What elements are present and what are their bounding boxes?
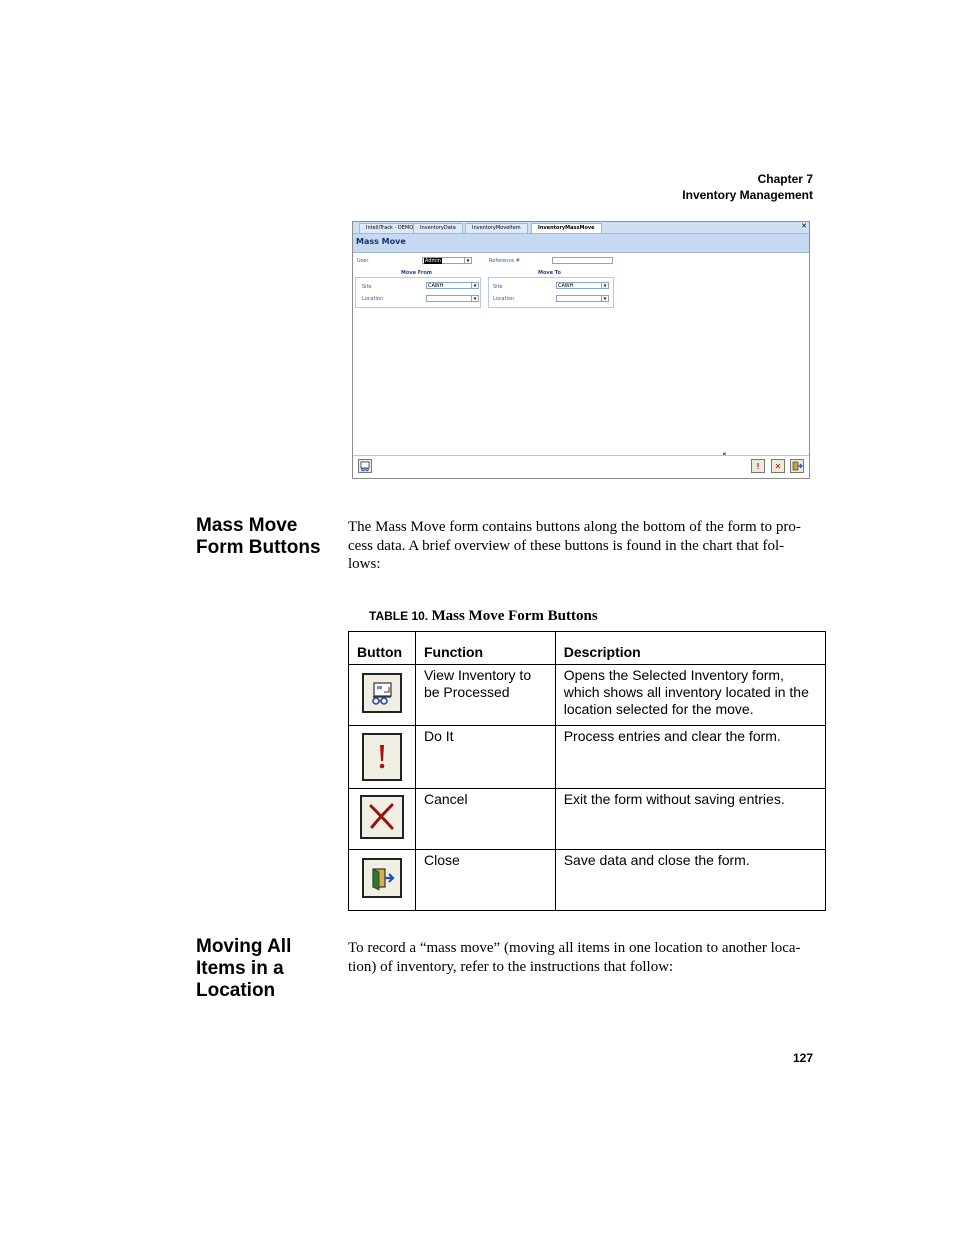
heading-line: Items in a (196, 958, 284, 979)
tab-inventory-data[interactable]: InventoryData (413, 223, 463, 233)
description-cell: Opens the Selected Inventory form, which shows all inventory located in the location selected for the move. (555, 665, 825, 726)
chevron-down-icon[interactable]: ▼ (601, 283, 608, 288)
function-cell: Cancel (415, 789, 555, 850)
button-cell (349, 789, 416, 850)
view-inventory-button[interactable] (358, 459, 372, 473)
reference-input[interactable] (552, 257, 613, 264)
view-inventory-button-image (362, 673, 402, 713)
close-button-image (362, 858, 402, 898)
mass-move-screenshot (352, 221, 810, 479)
section2-paragraph (348, 939, 828, 976)
to-site-select[interactable] (556, 282, 609, 289)
from-site-label: Site (362, 284, 372, 290)
to-location-label: Location (493, 296, 515, 302)
move-from-label: Move From (401, 270, 433, 276)
section-heading-mass-move-form-buttons (196, 515, 321, 559)
paragraph-line: The Mass Move form contains buttons along the bottom of the form to pro- (348, 519, 801, 535)
heading-line: Form Buttons (196, 537, 321, 558)
paragraph-line: cess data. A brief overview of these buttons is found in the chart that fol- (348, 537, 785, 554)
move-to-label: Move To (538, 270, 561, 276)
table-row (349, 726, 826, 789)
move-from-group (355, 277, 481, 308)
view-inventory-icon (359, 460, 371, 472)
from-location-select[interactable] (426, 295, 479, 302)
table-header-row (349, 632, 826, 665)
tab-bar (353, 222, 809, 234)
running-header-chapter: Chapter 7 (757, 172, 813, 186)
description-cell: Process entries and clear the form. (555, 726, 825, 789)
from-site-value: CAWH (428, 283, 444, 289)
section1-paragraph (348, 518, 828, 574)
user-label: User (357, 258, 369, 264)
paragraph-line: To record a “mass move” (moving all items in one location to another loca- (348, 940, 801, 956)
function-cell: View Inventory to be Processed (415, 665, 555, 726)
from-location-label: Location (362, 296, 384, 302)
tab-inventory-move-item[interactable]: InventoryMoveItem (465, 223, 528, 233)
from-site-select[interactable] (426, 282, 479, 289)
tab-inventory-mass-move[interactable]: InventoryMassMove (531, 223, 602, 233)
function-cell: Do It (415, 726, 555, 789)
exclamation-icon (364, 735, 400, 779)
button-cell (349, 726, 416, 789)
door-exit-icon (791, 460, 803, 472)
column-header-function: Function (415, 632, 555, 665)
chevron-down-icon[interactable]: ▼ (471, 283, 478, 288)
page-number: 127 (792, 1051, 813, 1065)
cancel-x-icon (362, 797, 402, 837)
cancel-button[interactable] (771, 459, 785, 473)
view-inventory-icon (364, 675, 400, 711)
heading-line: Mass Move (196, 515, 298, 536)
button-cell (349, 665, 416, 726)
do-it-button-image (362, 733, 402, 781)
running-header-title: Inventory Management (682, 188, 813, 202)
table-caption-title: Mass Move Form Buttons (431, 608, 598, 624)
close-button[interactable] (790, 459, 804, 473)
section-heading-moving-all-items (196, 936, 291, 1002)
table-row (349, 789, 826, 850)
description-cell: Save data and close the form. (555, 850, 825, 911)
mass-move-buttons-table (348, 631, 826, 911)
cancel-x-icon: ✕ (774, 462, 782, 471)
form-title: Mass Move (356, 237, 406, 246)
to-location-select[interactable] (556, 295, 609, 302)
paragraph-line: tion) of inventory, refer to the instructions that follow: (348, 958, 674, 975)
chevron-down-icon[interactable]: ▼ (464, 258, 471, 263)
description-cell: Exit the form without saving entries. (555, 789, 825, 850)
table-row (349, 850, 826, 911)
do-it-button[interactable] (751, 459, 765, 473)
cancel-button-image (360, 795, 404, 839)
user-value: Admin (425, 258, 441, 264)
door-exit-icon (364, 860, 400, 896)
tab-intellitrack-demo[interactable]: IntelliTrack - DEMO (359, 223, 420, 233)
heading-line: Moving All (196, 936, 292, 957)
chevron-down-icon[interactable]: ▼ (471, 296, 478, 301)
exclamation-icon: ! (756, 462, 760, 471)
button-cell (349, 850, 416, 911)
table-caption-label: TABLE 10. (369, 609, 429, 623)
form-footer (353, 455, 809, 478)
user-select[interactable] (422, 257, 472, 264)
column-header-description: Description (555, 632, 825, 665)
paragraph-line: lows: (348, 556, 381, 572)
close-icon[interactable]: ✕ (801, 223, 807, 230)
move-to-group (488, 277, 614, 308)
table-row (349, 665, 826, 726)
to-site-value: CAWH (558, 283, 574, 289)
to-site-label: Site (493, 284, 503, 290)
reference-label: Reference # (489, 258, 520, 264)
chevron-down-icon[interactable]: ▼ (601, 296, 608, 301)
function-cell: Close (415, 850, 555, 911)
column-header-button: Button (349, 632, 416, 665)
form-title-bar (353, 234, 809, 253)
table-caption (369, 608, 598, 625)
heading-line: Location (196, 980, 276, 1001)
